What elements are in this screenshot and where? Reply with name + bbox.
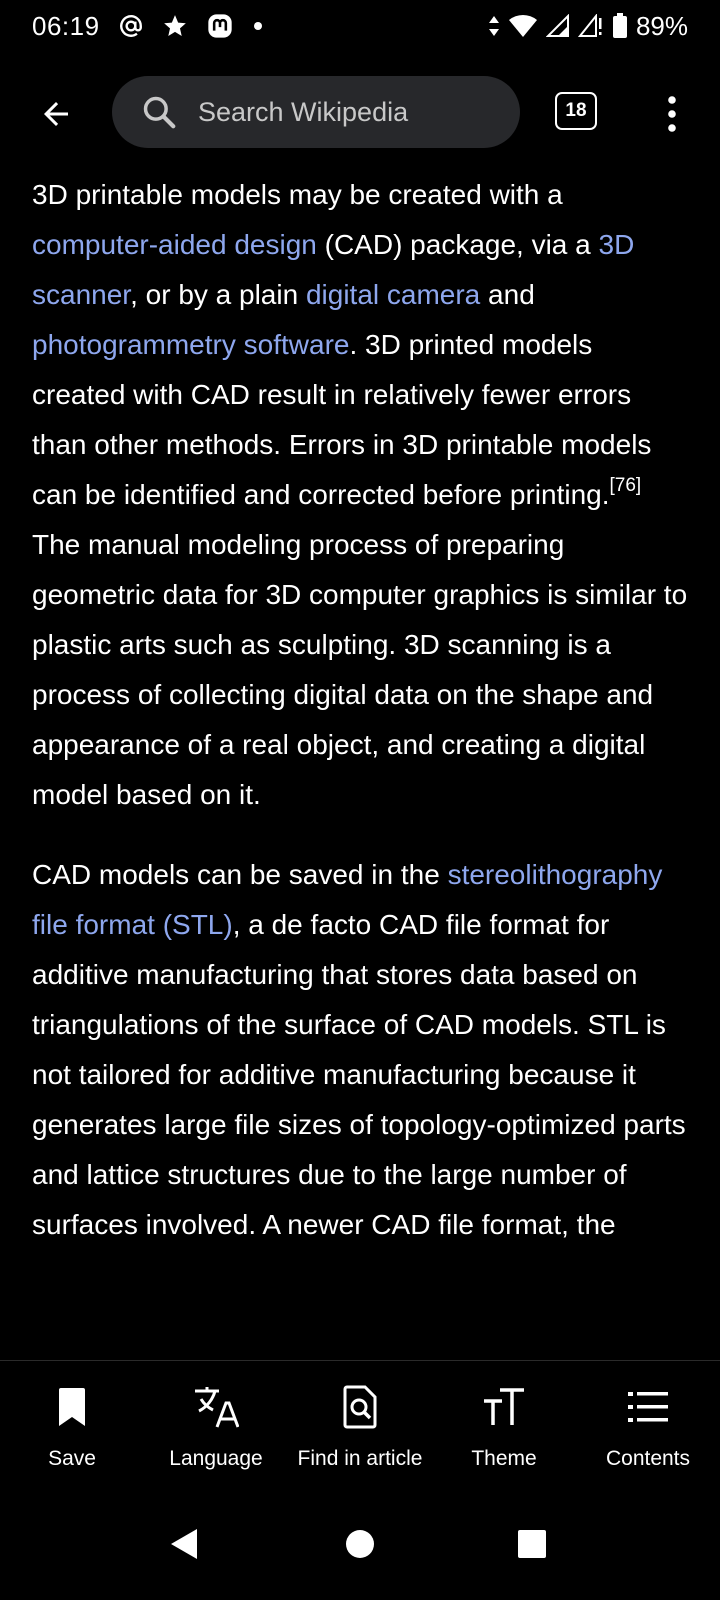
text-run: CAD models can be saved in the xyxy=(32,859,448,890)
nav-back-button[interactable] xyxy=(164,1524,204,1564)
status-time: 06:19 xyxy=(32,10,100,41)
save-button[interactable] xyxy=(0,1361,144,1491)
article-action-bar xyxy=(0,1360,720,1491)
at-icon xyxy=(118,13,144,39)
wifi-icon xyxy=(508,14,538,38)
mastodon-icon xyxy=(206,12,234,40)
battery-icon xyxy=(612,13,628,39)
theme-button[interactable] xyxy=(432,1361,576,1491)
language-label: Language xyxy=(169,1447,263,1470)
bookmark-icon xyxy=(57,1383,87,1431)
nav-back-icon xyxy=(169,1527,199,1561)
top-toolbar xyxy=(0,72,720,152)
text-run: The manual modeling process of preparing geometric data for 3D computer graphics is similar to plastic arts such as sculpting. 3D scanning is a process of collecting digital data on the shape and appearance of a real object, and creating a digital model based on it. xyxy=(32,529,688,810)
status-left xyxy=(32,11,264,42)
overflow-menu-button[interactable] xyxy=(650,90,694,138)
nav-recents-button[interactable] xyxy=(512,1524,552,1564)
article-paragraph xyxy=(32,850,692,1250)
data-arrows-icon xyxy=(488,14,500,38)
dot-icon xyxy=(252,20,264,32)
contents-label: Contents xyxy=(605,1447,691,1470)
search-input[interactable] xyxy=(112,76,520,148)
text-run: and xyxy=(480,279,535,310)
article-body xyxy=(32,170,692,1250)
text-run: , a de facto CAD file format for additive manufacturing that stores data based on triangulations of the surface of CAD models. STL is not tailored for additive manufacturing because it generates large file sizes of topology-optimized parts and lattice structures due to the large number of surfaces involved. A newer CAD file format, the xyxy=(32,909,686,1240)
reference-76[interactable]: [76] xyxy=(609,475,642,496)
language-button[interactable] xyxy=(144,1361,288,1491)
search-placeholder: Search Wikipedia xyxy=(198,96,409,127)
translate-icon xyxy=(193,1383,239,1431)
tab-count: 18 xyxy=(565,100,587,121)
tabs-button[interactable] xyxy=(555,92,597,130)
battery-percent: 89% xyxy=(635,10,688,41)
link-computer-aided-design[interactable]: computer-aided design xyxy=(32,229,317,260)
find-in-article-button[interactable] xyxy=(288,1361,432,1491)
article-paragraph xyxy=(32,170,692,820)
status-right xyxy=(488,11,688,42)
theme-label: Theme xyxy=(471,1447,537,1470)
signal-alert-icon xyxy=(578,14,604,38)
back-arrow-icon xyxy=(38,96,74,132)
text-run: 3D printable models may be created with a xyxy=(32,179,563,210)
list-icon xyxy=(628,1383,668,1431)
status-bar xyxy=(0,0,720,52)
find-in-article-label: Find in article xyxy=(297,1447,423,1470)
signal-icon xyxy=(546,14,570,38)
find-in-page-icon xyxy=(343,1383,377,1431)
back-button[interactable] xyxy=(32,90,80,138)
text-size-icon xyxy=(482,1383,526,1431)
text-run: . 3D printed models created with CAD result in relatively fewer errors than other methods. Errors in 3D printable models can be identified and corrected before printing. xyxy=(32,329,652,510)
link-photogrammetry-software[interactable]: photogrammetry software xyxy=(32,329,350,360)
search-icon xyxy=(140,93,178,131)
system-nav-bar xyxy=(0,1490,720,1600)
link-stl-format[interactable]: stereolithography file format (STL) xyxy=(32,859,663,940)
nav-recents-icon xyxy=(517,1529,547,1559)
text-run: (CAD) package, via a xyxy=(316,229,599,260)
save-label: Save xyxy=(48,1447,96,1470)
star-icon xyxy=(162,13,188,39)
link-3d-scanner[interactable]: 3D scanner xyxy=(32,229,635,310)
more-vert-icon xyxy=(666,96,678,132)
nav-home-button[interactable] xyxy=(340,1524,380,1564)
link-digital-camera[interactable]: digital camera xyxy=(305,279,481,310)
nav-home-icon xyxy=(345,1529,375,1559)
text-run: , or by a plain xyxy=(130,279,306,310)
contents-button[interactable] xyxy=(576,1361,720,1491)
